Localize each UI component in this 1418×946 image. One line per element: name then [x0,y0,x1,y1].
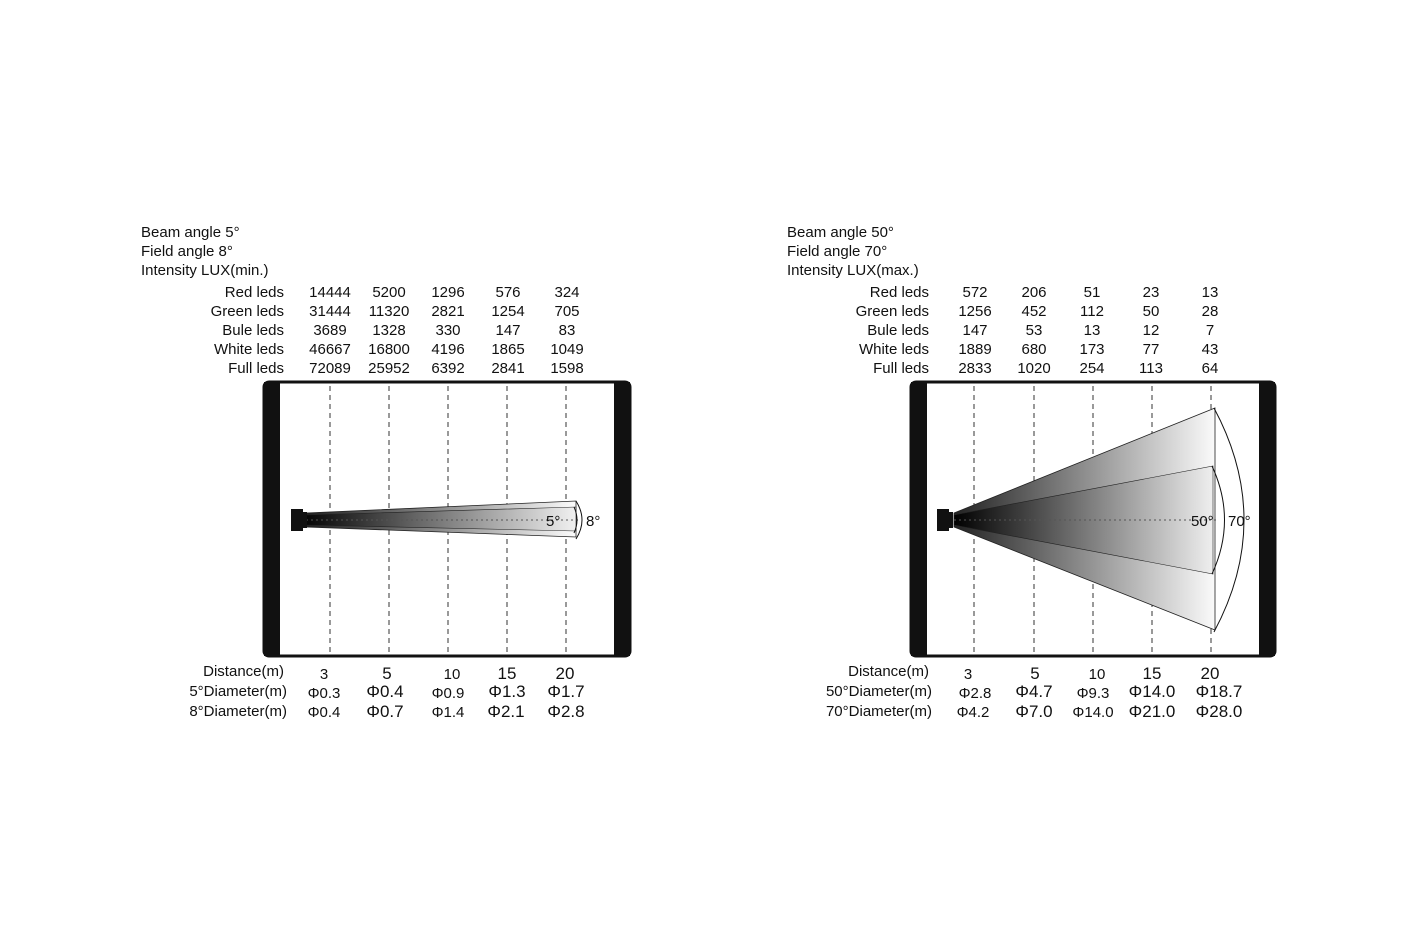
field-angle-title: Field angle 8° [141,243,233,260]
lux-cell: 46667 [309,341,351,358]
diameter-field-value: Φ2.1 [487,702,525,721]
beam-diagram-wide [709,0,1418,946]
lux-cell: 4196 [431,341,465,358]
distance-value: 15 [1142,664,1162,683]
lux-cell: 23 [1142,284,1160,301]
lux-cell: 1865 [491,341,525,358]
lux-cell: 572 [962,284,988,301]
lux-cell: 43 [1201,341,1219,358]
diameter-beam-value: Φ0.4 [366,682,404,701]
lux-cell: 7 [1205,322,1215,339]
frame-left-bar [911,382,927,656]
lux-cell: 1296 [431,284,465,301]
diameter-field-value: Φ2.8 [547,702,585,721]
diameter-field-label: 8°Diameter(m) [189,703,287,720]
diameter-beam-value: Φ0.9 [431,685,465,702]
lux-cell: 16800 [368,341,410,358]
beam-angle-label: 50° [1191,513,1214,530]
lux-cell: 3689 [313,322,347,339]
diameter-field-value: Φ21.0 [1128,702,1176,721]
lux-cell: 51 [1083,284,1101,301]
row-label-blue: Bule leds [222,322,284,339]
lux-cell: 112 [1080,303,1104,320]
field-angle-title: Field angle 70° [787,243,888,260]
diameter-beam-value: Φ18.7 [1195,682,1243,701]
lux-cell: 6392 [431,360,465,377]
lux-cell: 452 [1021,303,1047,320]
lux-cell: 5200 [372,284,406,301]
lux-cell: 11320 [368,303,410,320]
diameter-beam-value: Φ14.0 [1128,682,1176,701]
lux-cell: 1328 [372,322,406,339]
diameter-field-label: 70°Diameter(m) [825,703,932,720]
diameter-beam-label: 50°Diameter(m) [825,683,932,700]
diameter-field-value: Φ28.0 [1195,702,1243,721]
lux-cell: 72089 [309,360,351,377]
lux-cell: 12 [1142,322,1160,339]
field-angle-label: 8° [586,513,601,530]
row-label-white: White leds [858,341,929,358]
lux-cell: 324 [554,284,580,301]
lux-cell: 2821 [431,303,465,320]
diameter-field-value: Φ1.4 [431,704,465,721]
lux-cell: 147 [962,322,988,339]
lux-cell: 13 [1083,322,1101,339]
lux-cell: 14444 [309,284,351,301]
lux-cell: 25952 [368,360,410,377]
lux-cell: 83 [558,322,576,339]
row-label-full: Full leds [873,360,929,377]
row-label-green: Green leds [855,303,929,320]
row-label-red: Red leds [869,284,929,301]
beam-angle-title: Beam angle 50° [787,224,894,241]
lux-cell: 705 [554,303,580,320]
distance-value: 15 [497,664,517,683]
row-label-red: Red leds [224,284,284,301]
distance-value: 3 [319,666,329,683]
distance-value: 5 [1030,664,1040,683]
row-label-blue: Bule leds [867,322,929,339]
intensity-title: Intensity LUX(max.) [787,262,919,279]
lux-cell: 147 [495,322,521,339]
diameter-beam-value: Φ9.3 [1076,685,1110,702]
row-label-green: Green leds [210,303,284,320]
row-label-white: White leds [213,341,284,358]
diameter-beam-value: Φ1.7 [547,682,585,701]
lux-cell: 330 [435,322,461,339]
diameter-field-value: Φ7.0 [1015,702,1053,721]
frame-right-bar [1259,382,1275,656]
intensity-title: Intensity LUX(min.) [141,262,269,279]
diameter-beam-value: Φ4.7 [1015,682,1053,701]
diameter-beam-value: Φ2.8 [958,685,992,702]
distance-value: 3 [963,666,973,683]
lux-cell: 1049 [550,341,584,358]
lux-cell: 206 [1021,284,1047,301]
lux-cell: 77 [1142,341,1160,358]
lux-cell: 53 [1025,322,1043,339]
lux-cell: 50 [1142,303,1160,320]
lux-cell: 1254 [491,303,525,320]
diameter-field-value: Φ0.7 [366,702,404,721]
lux-cell: 576 [495,284,521,301]
lux-cell: 31444 [309,303,351,320]
diameter-beam-value: Φ0.3 [307,685,341,702]
lux-cell: 13 [1201,284,1219,301]
diameter-field-value: Φ0.4 [307,704,341,721]
beam-panel-wide [709,0,1418,946]
lux-cell: 254 [1079,360,1105,377]
diameter-field-value: Φ4.2 [956,704,990,721]
lux-cell: 2841 [491,360,525,377]
beam-angle-title: Beam angle 5° [141,224,240,241]
diameter-beam-value: Φ1.3 [488,682,526,701]
frame-right-bar [614,382,630,656]
lux-cell: 64 [1201,360,1219,377]
distance-value: 5 [382,664,392,683]
lux-cell: 28 [1201,303,1219,320]
distance-label: Distance(m) [848,663,929,680]
lux-cell: 1889 [958,341,992,358]
field-angle-label: 70° [1228,513,1251,530]
lux-cell: 680 [1021,341,1047,358]
distance-value: 10 [1088,666,1106,683]
lux-cell: 1256 [958,303,992,320]
lux-cell: 1598 [550,360,584,377]
row-label-full: Full leds [228,360,284,377]
distance-value: 10 [443,666,461,683]
distance-value: 20 [1200,664,1220,683]
distance-value: 20 [555,664,575,683]
lux-cell: 113 [1139,360,1163,377]
frame-left-bar [264,382,280,656]
beam-angle-label: 5° [546,513,561,530]
lux-cell: 173 [1079,341,1105,358]
lux-cell: 1020 [1017,360,1051,377]
diameter-beam-label: 5°Diameter(m) [189,683,287,700]
distance-label: Distance(m) [203,663,284,680]
diameter-field-value: Φ14.0 [1072,704,1114,721]
lux-cell: 2833 [958,360,992,377]
